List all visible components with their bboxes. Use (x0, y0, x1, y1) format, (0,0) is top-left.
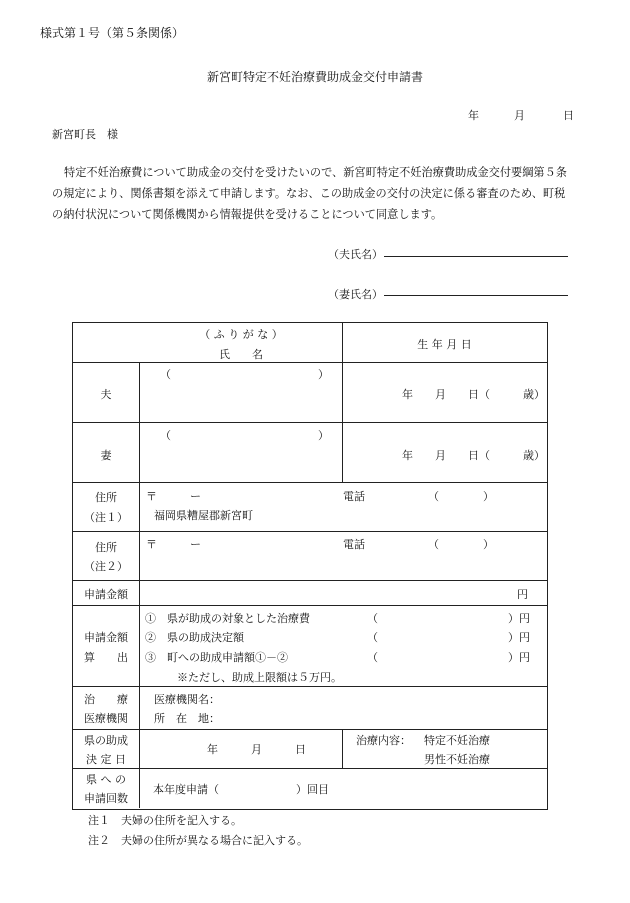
wife-furigana-close: ） (318, 429, 329, 442)
column-divider (139, 362, 140, 808)
address1-value[interactable]: 福岡県糟屋郡新宮町 (154, 509, 253, 522)
calc-2-paren-open: （ (367, 631, 378, 644)
count-label: 県 へ の (86, 773, 126, 786)
row-divider (73, 729, 547, 730)
treatment-option-male[interactable]: 男性不妊治療 (424, 753, 490, 766)
row-divider (73, 605, 547, 606)
amount-label: 申請金額 (84, 588, 128, 601)
clinic-label-2: 医療機関 (84, 712, 128, 725)
furigana-header: （ ふ り が な ） (199, 328, 283, 341)
row-divider (73, 768, 547, 769)
row-divider (73, 422, 547, 423)
date-month: 月 (514, 109, 525, 122)
treatment-label: 治療内容： (356, 734, 411, 747)
note-1: 注１ 夫婦の住所を記入する。 (88, 814, 242, 827)
decision-label-2: 決 定 日 (86, 753, 126, 766)
row-divider (73, 531, 547, 532)
amount-yen: 円 (517, 588, 528, 601)
row-divider (73, 482, 547, 483)
decision-label: 県の助成 (84, 734, 128, 747)
calc-limit-note: ※ただし、助成上限額は５万円。 (177, 671, 342, 684)
wife-row-label: 妻 (100, 449, 112, 462)
note-2: 注２ 夫婦の住所が異なる場合に記入する。 (88, 834, 308, 847)
row-divider (73, 362, 547, 363)
name-header: 氏 名 (219, 348, 263, 361)
wife-furigana-open: （ (160, 429, 171, 442)
calc-item-1: ① 県が助成の対象とした治療費 (145, 612, 310, 625)
count-label-2: 申請回数 (84, 792, 128, 805)
calc-label: 申請金額 (84, 631, 128, 644)
calc-1-amount[interactable]: ）円 (508, 612, 530, 625)
husband-furigana-close: ） (318, 368, 329, 381)
row-divider (73, 580, 547, 581)
calc-2-amount[interactable]: ）円 (508, 631, 530, 644)
address2-phone-label: 電話 (343, 538, 365, 551)
calc-label-2: 算 出 (84, 651, 128, 664)
document-title: 新宮町特定不妊治療費助成金交付申請書 (206, 70, 423, 84)
husband-signature-line[interactable] (384, 256, 568, 257)
column-divider (342, 729, 343, 768)
application-statement: 特定不妊治療費について助成金の交付を受けたいので、新宮町特定不妊治療費助成金交付要綱第５条の規定により、関係書類を添えて申請します。なお、この助成金の交付の決定に係る審査のため、町税の納付状況について関係機関から情報提供を受けることについて同意します。 (52, 166, 567, 221)
address1-phone[interactable]: （ ） (428, 490, 494, 503)
clinic-label: 治 療 (84, 693, 128, 706)
wife-signature-line[interactable] (384, 295, 568, 296)
treatment-option-specific[interactable]: 特定不妊治療 (424, 734, 490, 747)
clinic-address-label[interactable]: 所 在 地： (154, 712, 220, 725)
address1-note: （注１） (84, 511, 128, 524)
husband-birthdate[interactable]: 年 月 日（ 歳） (402, 388, 545, 401)
address2-label: 住所 (95, 541, 117, 554)
decision-date[interactable]: 年 月 日 (207, 743, 306, 756)
address2-phone[interactable]: （ ） (428, 538, 494, 551)
husband-furigana-open: （ (160, 368, 171, 381)
clinic-name-label[interactable]: 医療機関名： (154, 693, 220, 706)
address2-note: （注２） (84, 560, 128, 573)
calc-3-amount[interactable]: ）円 (508, 651, 530, 664)
date-year: 年 (468, 109, 479, 122)
birthdate-header: 生 年 月 日 (417, 338, 472, 351)
husband-name-label: （夫氏名） (328, 248, 383, 261)
addressee: 新宮町長 様 (52, 128, 118, 141)
address1-postal[interactable]: 〒 ー (146, 490, 201, 503)
date-day: 日 (563, 109, 574, 122)
address2-postal[interactable]: 〒 ー (146, 538, 201, 551)
form-number: 様式第１号（第５条関係） (40, 26, 185, 40)
wife-name-label: （妻氏名） (328, 288, 383, 301)
calc-item-2: ② 県の助成決定額 (145, 631, 244, 644)
address1-phone-label: 電話 (343, 490, 365, 503)
husband-row-label: 夫 (100, 388, 112, 401)
calc-3-paren-open: （ (367, 651, 378, 664)
address1-label: 住所 (95, 491, 117, 504)
calc-1-paren-open: （ (367, 612, 378, 625)
application-count[interactable]: 本年度申請（ ）回目 (153, 783, 329, 796)
wife-birthdate[interactable]: 年 月 日（ 歳） (402, 449, 545, 462)
row-divider (73, 686, 547, 687)
calc-item-3: ③ 町への助成申請額①－② (145, 651, 288, 664)
